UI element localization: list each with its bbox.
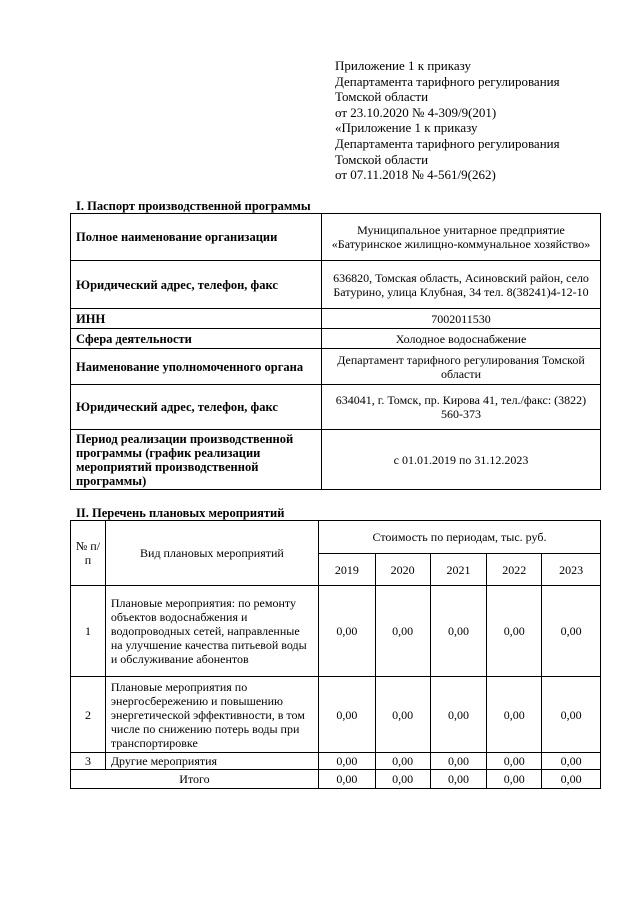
row-value: 0,00 bbox=[430, 753, 487, 770]
header-year: 2019 bbox=[318, 554, 375, 586]
total-value: 0,00 bbox=[318, 770, 375, 789]
header-cost: Стоимость по периодам, тыс. руб. bbox=[318, 521, 600, 554]
appendix-line: Приложение 1 к приказу bbox=[335, 58, 472, 73]
row-value: 0,00 bbox=[318, 753, 375, 770]
appendix-line: Томской области bbox=[335, 151, 429, 167]
passport-table bbox=[70, 213, 601, 490]
row-value: 0,00 bbox=[318, 586, 375, 677]
passport-value: Муниципальное унитарное предприятие «Батуринское жилищно-коммунальное хозяйство» bbox=[322, 214, 601, 261]
total-value: 0,00 bbox=[375, 770, 430, 789]
table-row bbox=[71, 430, 601, 490]
passport-value: Холодное водоснабжение bbox=[322, 329, 601, 349]
table-total-row bbox=[71, 770, 601, 789]
passport-value: 634041, г. Томск, пр. Кирова 41, тел./факс: (3822) 560-373 bbox=[322, 385, 601, 430]
row-value: 0,00 bbox=[487, 753, 542, 770]
total-label: Итого bbox=[71, 770, 319, 789]
appendix-line: Томской области bbox=[335, 89, 429, 105]
table-row bbox=[71, 677, 601, 753]
header-year: 2023 bbox=[542, 554, 601, 586]
header-year: 2021 bbox=[430, 554, 487, 586]
plan-table bbox=[70, 520, 601, 789]
passport-label: Полное наименование организации bbox=[71, 214, 322, 261]
header-year: 2020 bbox=[375, 554, 430, 586]
row-value: 0,00 bbox=[487, 586, 542, 677]
row-value: 0,00 bbox=[542, 677, 601, 753]
table-row bbox=[71, 329, 601, 349]
passport-value: 636820, Томская область, Асиновский район, село Батурино, улица Клубная, 34 тел. 8(38241)4-12-10 bbox=[322, 261, 601, 309]
row-num: 1 bbox=[71, 586, 106, 677]
section1-title: I. Паспорт производственной программы bbox=[76, 199, 311, 213]
table-row bbox=[71, 385, 601, 430]
row-value: 0,00 bbox=[542, 753, 601, 770]
table-row bbox=[71, 261, 601, 309]
appendix-line: «Приложение 1 к приказу bbox=[335, 120, 478, 136]
appendix-line: от 07.11.2018 № 4-561/9(262) bbox=[335, 167, 496, 183]
passport-label: Сфера деятельности bbox=[71, 329, 322, 349]
table-row bbox=[71, 214, 601, 261]
table-row bbox=[71, 309, 601, 329]
row-value: 0,00 bbox=[542, 586, 601, 677]
row-value: 0,00 bbox=[375, 677, 430, 753]
total-value: 0,00 bbox=[487, 770, 542, 789]
row-value: 0,00 bbox=[430, 586, 487, 677]
row-value: 0,00 bbox=[375, 586, 430, 677]
passport-value: 7002011530 bbox=[322, 309, 601, 329]
row-name: Плановые мероприятия по энергосбережению и повышению энергетической эффективности, в том числе по снижению потерь воды при транспортировке bbox=[105, 677, 318, 753]
row-value: 0,00 bbox=[375, 753, 430, 770]
passport-label: Наименование уполномоченного органа bbox=[71, 349, 322, 385]
passport-label: Период реализации производственной программы (график реализации мероприятий производственной программы) bbox=[71, 430, 322, 490]
table-header-row bbox=[71, 521, 601, 554]
row-name: Другие мероприятия bbox=[105, 753, 318, 770]
passport-label: ИНН bbox=[71, 309, 322, 329]
table-row bbox=[71, 586, 601, 677]
table-row bbox=[71, 349, 601, 385]
appendix-line: от 23.10.2020 № 4-309/9(201) bbox=[335, 104, 497, 120]
row-num: 3 bbox=[71, 753, 106, 770]
passport-label: Юридический адрес, телефон, факс bbox=[71, 261, 322, 309]
table-row bbox=[71, 753, 601, 770]
row-name: Плановые мероприятия: по ремонту объектов водоснабжения и водопроводных сетей, направленные на улучшение качества питьевой воды и обслуживание абонентов bbox=[105, 586, 318, 677]
row-num: 2 bbox=[71, 677, 106, 753]
row-value: 0,00 bbox=[430, 677, 487, 753]
total-value: 0,00 bbox=[542, 770, 601, 789]
passport-value: Департамент тарифного регулирования Томской области bbox=[322, 349, 601, 385]
header-name: Вид плановых мероприятий bbox=[105, 521, 318, 586]
appendix-line: Департамента тарифного регулирования bbox=[335, 135, 560, 151]
section2-title: II. Перечень плановых мероприятий bbox=[76, 506, 285, 520]
row-value: 0,00 bbox=[318, 677, 375, 753]
appendix-block bbox=[335, 58, 625, 183]
row-value: 0,00 bbox=[487, 677, 542, 753]
passport-label: Юридический адрес, телефон, факс bbox=[71, 385, 322, 430]
total-value: 0,00 bbox=[430, 770, 487, 789]
appendix-line: Департамента тарифного регулирования bbox=[335, 73, 560, 89]
passport-value: с 01.01.2019 по 31.12.2023 bbox=[322, 430, 601, 490]
header-num: № п/п bbox=[71, 521, 106, 586]
header-year: 2022 bbox=[487, 554, 542, 586]
